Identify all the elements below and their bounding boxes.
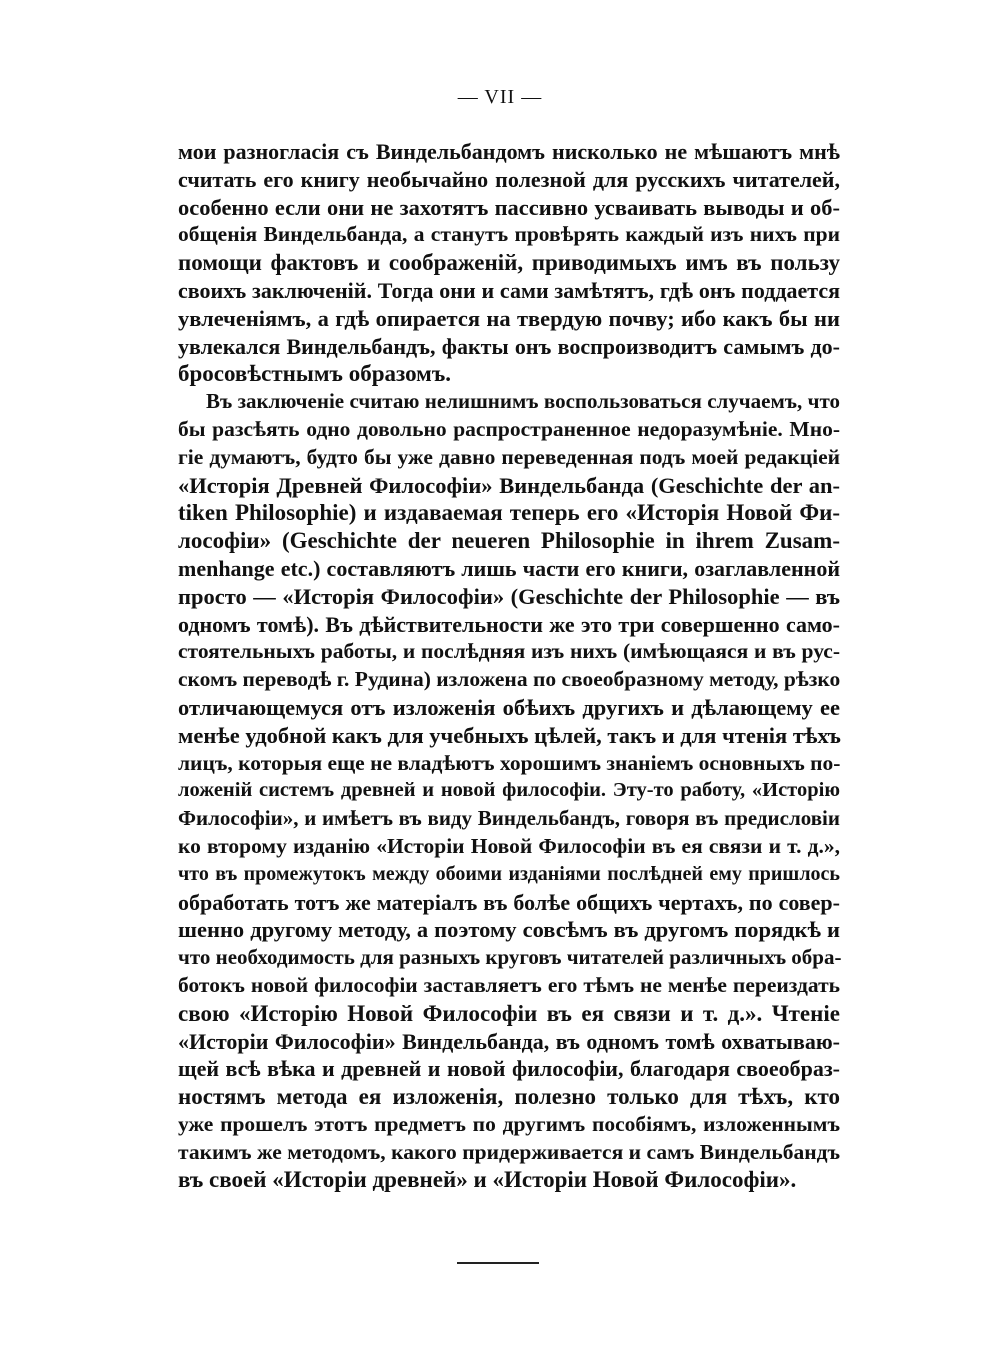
text-line: увлекался Виндельбандъ, факты онъ воспроизводитъ самымъ до-	[178, 333, 840, 359]
text-line: такимъ же методомъ, какого придерживается и самъ Виндельбандъ	[178, 1139, 840, 1164]
text-line: щей всѣ вѣка и древней и новой философіи, благодаря своеобраз-	[178, 1056, 840, 1082]
text-line: лософіи» (Geschichte der neueren Philosophie in ihrem Zusam-	[178, 528, 840, 554]
text-line: считать его книгу необычайно полезной для русскихъ читателей,	[178, 166, 840, 192]
end-rule	[457, 1262, 539, 1264]
paragraph-2	[178, 388, 840, 1194]
text-line: Философіи», и имѣетъ въ виду Виндельбандъ, говоря въ предисловіи	[178, 806, 840, 831]
text-line: въ своей «Исторіи древней» и «Исторіи Новой Философіи».	[178, 1167, 797, 1193]
text-line: ботокъ новой философіи заставляетъ его тѣмъ не менѣе переиздать	[178, 972, 840, 997]
text-line: свою «Исторію Новой Философіи въ ея связи и т. д.». Чтеніе	[178, 1000, 840, 1026]
page-number: — VII —	[457, 86, 543, 108]
text-line: Въ заключеніе считаю нелишнимъ воспользоваться случаемъ, что	[206, 389, 840, 414]
text-line: просто — «Исторія Философіи» (Geschichte der Philosophie — въ	[178, 583, 840, 609]
text-line: ностямъ метода ея изложенія, полезно только для тѣхъ, кто	[178, 1084, 840, 1110]
text-line: одномъ томѣ). Въ дѣйствительности же это три совершенно само-	[178, 611, 840, 637]
paragraph-1	[178, 138, 840, 388]
text-line: что необходимость для разныхъ круговъ читателей различныхъ обра-	[178, 945, 842, 970]
text-line: что въ промежутокъ между обоими изданіями послѣдней ему пришлось	[178, 862, 840, 885]
text-line: обработать тотъ же матеріалъ въ болѣе общихъ чертахъ, по совер-	[178, 889, 840, 915]
text-line: помощи фактовъ и соображеній, приводимыхъ имъ въ пользу	[178, 250, 840, 276]
text-line: шенно другому методу, а поэтому совсѣмъ въ другомъ порядкѣ и	[178, 917, 840, 943]
text-line: бы разсѣять одно довольно распространенное недоразумѣніе. Мно-	[178, 416, 840, 441]
text-line: лицъ, которыя еще не владѣютъ хорошимъ знаніемъ основныхъ по-	[178, 750, 841, 775]
text-line: ложеній системъ древней и новой философіи. Эту-то работу, «Исторію	[178, 779, 840, 802]
text-line: стоятельныхъ работы, и послѣдняя изъ нихъ (имѣющаяся и въ рус-	[178, 639, 840, 664]
text-line: скомъ переводѣ г. Рудина) изложена по своеобразному методу, рѣзко	[178, 667, 841, 692]
text-line: увлеченіямъ, а гдѣ опирается на твердую почву; ибо какъ бы ни	[178, 305, 840, 331]
text-line: мои разногласія съ Виндельбандомъ нисколько не мѣшаютъ мнѣ	[178, 139, 840, 164]
text-line: бросовѣстнымъ образомъ.	[178, 361, 451, 387]
text-body	[178, 138, 840, 1194]
text-line: отличающемуся отъ изложенія обѣихъ другихъ и дѣлающему ее	[178, 694, 840, 720]
text-line: уже прошелъ этотъ предметъ по другимъ пособіямъ, изложеннымъ	[178, 1111, 840, 1136]
text-line: menhange etc.) составляютъ лишь части его книги, озаглавленной	[178, 555, 840, 581]
text-line: общенія Виндельбанда, а станутъ провѣрять каждый изъ нихъ при	[178, 222, 840, 247]
text-line: менѣе удобной какъ для учебныхъ цѣлей, такъ и для чтенія тѣхъ	[178, 722, 841, 748]
text-line: своихъ заключеній. Тогда они и сами замѣтятъ, гдѣ онъ поддается	[178, 277, 840, 303]
text-line: tiken Philosophie) и издаваемая теперь его «Исторія Новой Фи-	[178, 500, 840, 526]
text-line: ко второму изданію «Исторіи Новой Философіи въ ея связи и т. д.»,	[178, 833, 840, 858]
text-line: особенно если они не захотятъ пассивно усваивать выводы и об-	[178, 194, 840, 220]
text-line: «Исторіи Философіи» Виндельбанда, въ одномъ томѣ охватываю-	[178, 1028, 840, 1054]
text-line: гіе думаютъ, будто бы уже давно переведенная подъ моей редакціей	[178, 444, 840, 469]
text-line: «Исторія Древней Философіи» Виндельбанда (Geschichte der an-	[178, 472, 840, 498]
